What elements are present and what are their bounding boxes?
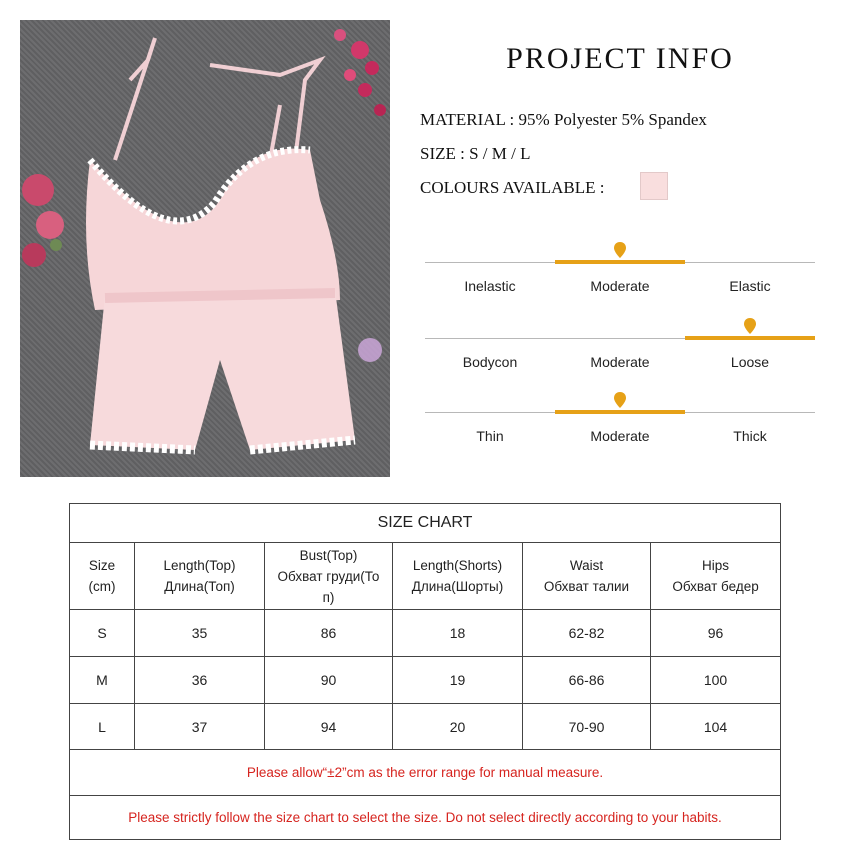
table-cell: 96 [651,610,781,657]
table-cell: 94 [265,704,393,750]
size-selection-note: Please strictly follow the size chart to select the size. Do not select directly according to your habits. [70,796,781,840]
scale-label: Inelastic [464,278,516,294]
table-cell: 36 [135,657,265,704]
table-cell: S [70,610,135,657]
table-cell: 90 [265,657,393,704]
header-bust-top: Bust(Top) Обхват груди(То п) [265,543,393,610]
header-length-top: Length(Top) Длина(Топ) [135,543,265,610]
table-cell: 100 [651,657,781,704]
table-cell: 70-90 [523,704,651,750]
table-cell: 104 [651,704,781,750]
scale-label: Moderate [590,428,650,444]
scale-selected-segment [685,336,815,340]
measurement-error-note: Please allow“±2”cm as the error range for manual measure. [70,750,781,796]
table-row [70,704,781,750]
fit-scale [425,338,815,378]
scale-selected-segment [555,260,685,264]
elasticity-scale [425,262,815,302]
scale-label: Bodycon [462,354,518,370]
table-cell: 35 [135,610,265,657]
table-row [70,610,781,657]
table-cell: 86 [265,610,393,657]
straps [115,38,320,160]
location-pin-icon [613,392,627,410]
header-hips: Hips Обхват бедер [651,543,781,610]
scale-label: Moderate [590,354,650,370]
colour-swatch-pink[interactable] [640,172,668,200]
header-length-shorts: Length(Shorts) Длина(Шорты) [393,543,523,610]
location-pin-icon [743,318,757,336]
scale-label: Elastic [729,278,771,294]
size-chart-table [69,503,781,840]
table-cell: 62-82 [523,610,651,657]
product-photo [20,20,390,477]
table-cell: 19 [393,657,523,704]
table-cell: 18 [393,610,523,657]
table-cell: L [70,704,135,750]
scale-label: Thick [733,428,767,444]
table-row [70,657,781,704]
size-text: SIZE : S / M / L [420,144,531,163]
project-info-title: PROJECT INFO [506,42,734,75]
material-text: MATERIAL : 95% Polyester 5% Spandex [420,110,707,129]
header-waist: Waist Обхват талии [523,543,651,610]
camisole-top [86,149,340,310]
table-cell: 66-86 [523,657,651,704]
location-pin-icon [613,242,627,260]
colours-available-label: COLOURS AVAILABLE : [420,178,605,197]
table-cell: 37 [135,704,265,750]
table-header-row [70,543,781,610]
table-cell: 20 [393,704,523,750]
scale-label: Loose [730,354,770,370]
scale-label: Thin [476,428,504,444]
size-chart-title: SIZE CHART [70,504,781,543]
table-cell: M [70,657,135,704]
thickness-scale [425,412,815,452]
scale-selected-segment [555,410,685,414]
shorts [90,290,355,450]
pajama-set-illustration [20,20,390,477]
header-size: Size (cm) [70,543,135,610]
scale-label: Moderate [590,278,650,294]
